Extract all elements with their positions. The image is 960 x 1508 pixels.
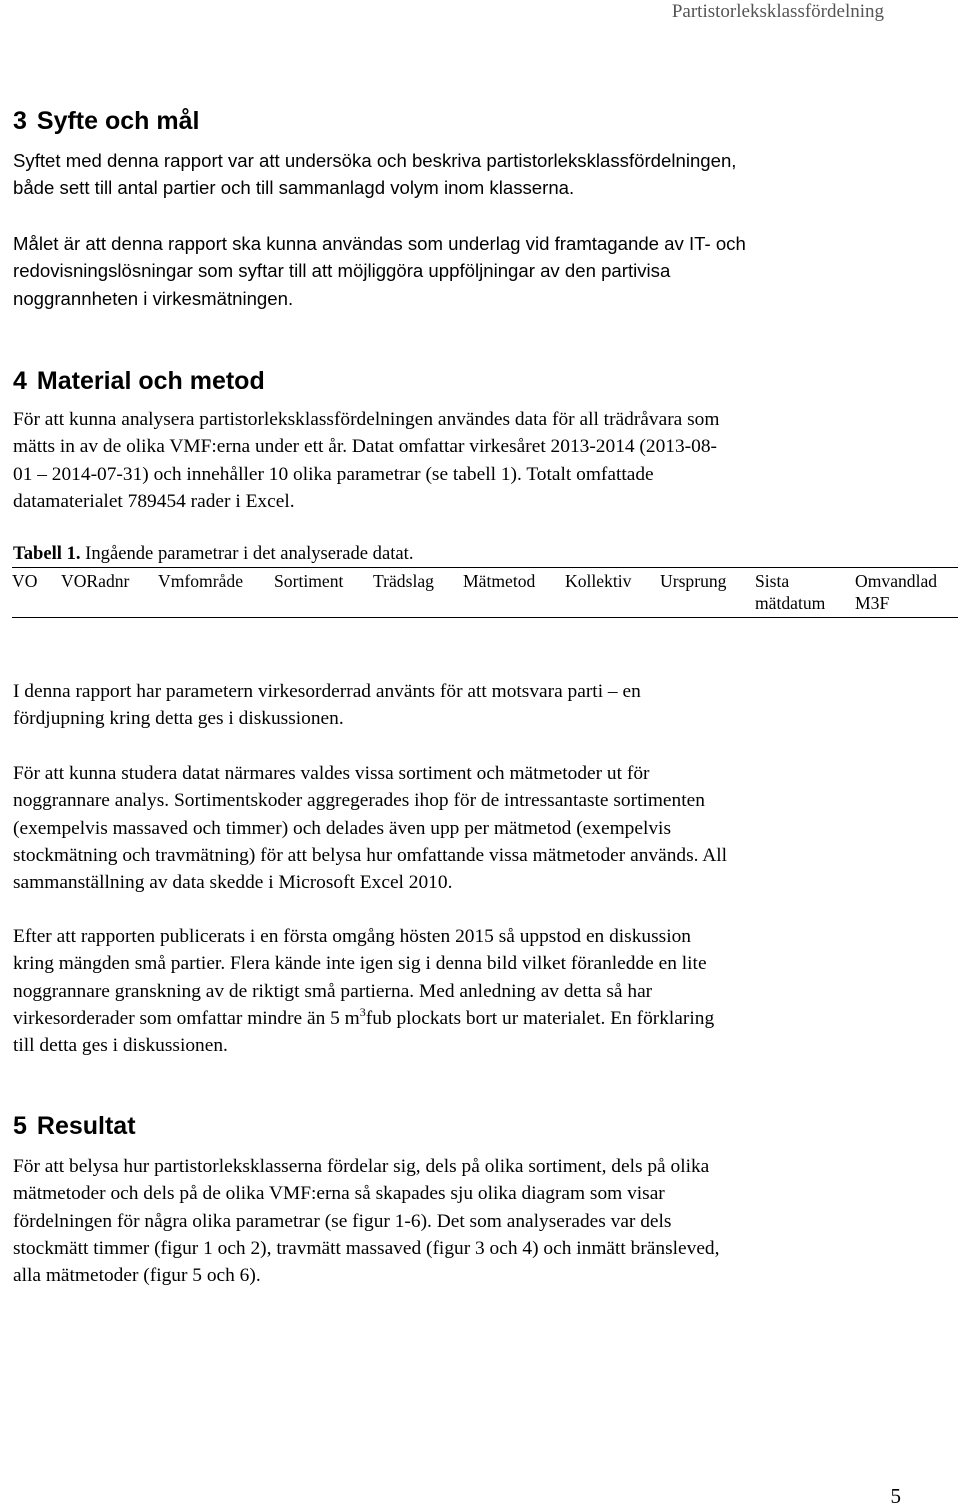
text-line: Efter att rapporten publicerats i en första omgång hösten 2015 så uppstod en diskussion <box>13 926 691 947</box>
text-line: datamaterialet 789454 rader i Excel. <box>13 490 295 512</box>
text-line: I denna rapport har parametern virkesorderrad använts för att motsvara parti – en <box>13 681 641 702</box>
table-cell: VORadnr <box>61 571 130 591</box>
table-caption-label: Tabell 1. <box>13 543 81 564</box>
section-5-number: 5 <box>13 1112 27 1140</box>
section-3-paragraph-1 <box>13 147 736 202</box>
text-line: redovisningslösningar som syftar till att möjliggöra uppföljningar av den partivisa <box>13 260 671 282</box>
text-line: För att kunna analysera partistorleksklassfördelningen användes data för all trädråvara som <box>13 409 720 430</box>
text-line: 01 – 2014-07-31) och innehåller 10 olika parametrar (se tabell 1). Totalt omfattade <box>13 463 654 485</box>
text-line: (exempelvis massaved och timmer) och delades även upp per mätmetod (exempelvis <box>13 817 671 839</box>
section-3-title: Syfte och mål <box>36 107 200 135</box>
section-3-paragraph-2 <box>13 230 746 312</box>
text-line: mätmetoder och dels på de olika VMF:erna så skapades sju olika diagram som visar <box>13 1183 665 1205</box>
text-line: fub plockats bort ur materialet. En förklaring <box>365 1007 715 1029</box>
table-cell: Mätmetod <box>463 571 536 591</box>
section-3-number: 3 <box>13 107 27 135</box>
text-line: kring mängden små partier. Flera kände inte igen sig i denna bild vilket föranledde en lite <box>13 953 707 975</box>
text-line: För att belysa hur partistorleksklasserna fördelar sig, dels på olika sortiment, dels på olika <box>13 1156 710 1177</box>
text-line: mätts in av de olika VMF:erna under ett år. Datat omfattar virkesåret 2013-2014 (2013-08- <box>13 436 717 458</box>
text-line: noggrannare granskning av de riktigt små partierna. Med anledning av detta så har <box>13 980 653 1002</box>
section-4-paragraph-3 <box>13 760 727 896</box>
text-line: sammanställning av data skedde i Microsoft Excel 2010. <box>13 872 453 894</box>
table-row <box>12 568 958 618</box>
text-line: För att kunna studera datat närmares valdes vissa sortiment och mätmetoder ut för <box>13 763 650 784</box>
table-cell: Trädslag <box>373 571 434 591</box>
section-4-heading <box>13 366 265 396</box>
text-line: alla mätmetoder (figur 5 och 6). <box>13 1265 261 1287</box>
text-line: virkesorderader som omfattar mindre än 5 m <box>13 1007 360 1029</box>
text-line: noggrannare analys. Sortimentskoder aggregerades ihop för de intressantaste sortimenten <box>13 790 705 812</box>
text-line: fördelningen för några olika parametrar (se figur 1-6). Det som analyserades var dels <box>13 1210 672 1232</box>
section-5-title: Resultat <box>36 1112 136 1140</box>
text-line: stockmätning och travmätning) för att belysa hur omfattande vissa mätmetoder används. All <box>13 844 728 866</box>
section-4-paragraph-2 <box>13 678 641 733</box>
table-cell: Sista mätdatum <box>755 571 826 613</box>
section-5-paragraph-1 <box>13 1153 719 1289</box>
text-line: fördjupning kring detta ges i diskussionen. <box>13 708 344 730</box>
text-line: Syftet med denna rapport var att undersöka och beskriva partistorleksklassfördelningen, <box>13 150 737 171</box>
section-4-paragraph-1 <box>13 406 893 515</box>
table-cell: Kollektiv <box>565 571 632 591</box>
table-caption <box>13 542 413 566</box>
text-line: både sett till antal partier och till sammanlagd volym inom klasserna. <box>13 177 575 199</box>
table-cell: Omvandlad M3F <box>855 571 938 613</box>
section-4-number: 4 <box>13 367 27 395</box>
running-header: Partistorleksklassfördelning <box>671 1 884 22</box>
text-line: till detta ges i diskussionen. <box>13 1035 228 1057</box>
table-cell: Sortiment <box>274 571 344 591</box>
table-caption-text: Ingående parametrar i det analyserade datat. <box>80 543 414 564</box>
table-cell: VO <box>12 571 38 591</box>
text-line: stockmätt timmer (figur 1 och 2), travmätt massaved (figur 3 och 4) och inmätt bränsleved, <box>13 1237 720 1259</box>
superscript-cubed: 3 <box>359 1004 366 1019</box>
table-cell: Ursprung <box>660 571 727 591</box>
section-4-title: Material och metod <box>36 367 265 395</box>
text-line: Målet är att denna rapport ska kunna användas som underlag vid framtagande av IT- och <box>13 233 746 254</box>
section-5-heading <box>13 1111 136 1141</box>
section-3-heading <box>13 106 199 136</box>
text-line: noggrannheten i virkesmätningen. <box>13 287 294 309</box>
parameters-table <box>12 567 958 618</box>
page-number: 5 <box>890 1484 901 1508</box>
section-4-paragraph-4 <box>13 923 714 1059</box>
table-cell: Vmfområde <box>158 571 244 591</box>
